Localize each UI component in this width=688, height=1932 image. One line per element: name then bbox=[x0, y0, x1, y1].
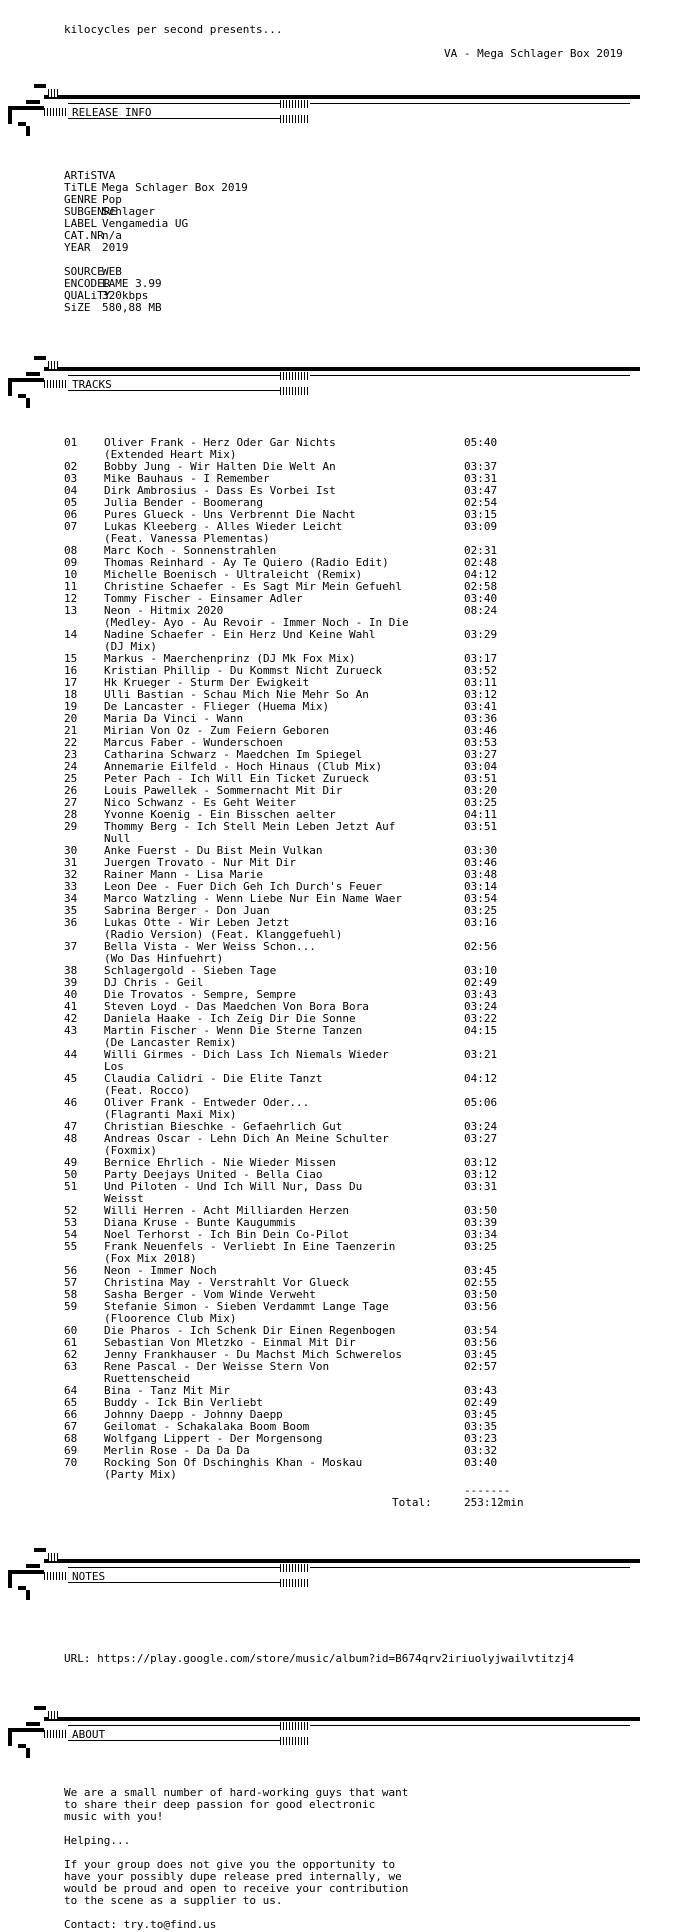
track-number: 37 bbox=[64, 940, 78, 953]
track-time: 03:43 bbox=[464, 1384, 498, 1397]
track-time: 08:24 bbox=[464, 604, 498, 617]
track-number: 01 bbox=[64, 436, 78, 449]
track-title: Kristian Phillip - Du Kommst Nicht Zurueck bbox=[104, 664, 383, 677]
track-time: 03:51 bbox=[464, 772, 498, 785]
track-title-continued: (Floorence Club Mix) bbox=[104, 1312, 237, 1325]
track-title: Steven Loyd - Das Maedchen Von Bora Bora bbox=[104, 1000, 369, 1013]
track-time: 03:20 bbox=[464, 784, 498, 797]
track-time: 03:54 bbox=[464, 1324, 498, 1337]
track-time: 03:11 bbox=[464, 676, 498, 689]
track-number: 49 bbox=[64, 1156, 78, 1169]
track-title-continued: Los bbox=[104, 1060, 124, 1073]
about-line: to the scene as a supplier to us. bbox=[64, 1894, 283, 1907]
track-title: Die Trovatos - Sempre, Sempre bbox=[104, 988, 297, 1001]
track-number: 09 bbox=[64, 556, 78, 569]
track-time: 03:40 bbox=[464, 592, 498, 605]
track-number: 18 bbox=[64, 688, 78, 701]
track-title: Neon - Immer Noch bbox=[104, 1264, 217, 1277]
track-title: Leon Dee - Fuer Dich Geh Ich Durch's Feuer bbox=[104, 880, 383, 893]
track-title: Pures Glueck - Uns Verbrennt Die Nacht bbox=[104, 508, 356, 521]
info-value: LAME 3.99 bbox=[102, 277, 162, 290]
track-title: Oliver Frank - Entweder Oder... bbox=[104, 1096, 310, 1109]
track-title: Wolfgang Lippert - Der Morgensong bbox=[104, 1432, 323, 1445]
track-number: 69 bbox=[64, 1444, 78, 1457]
track-title-continued: (Feat. Rocco) bbox=[104, 1084, 191, 1097]
info-value: Pop bbox=[102, 193, 122, 206]
info-value: Mega Schlager Box 2019 bbox=[102, 181, 248, 194]
track-title: Die Pharos - Ich Schenk Dir Einen Regenbogen bbox=[104, 1324, 396, 1337]
total-label: Total: bbox=[392, 1496, 432, 1509]
track-title: Christian Bieschke - Gefaehrlich Gut bbox=[104, 1120, 343, 1133]
track-number: 19 bbox=[64, 700, 78, 713]
track-title: Nadine Schaefer - Ein Herz Und Keine Wahl bbox=[104, 628, 376, 641]
track-time: 04:12 bbox=[464, 568, 498, 581]
track-title: Christine Schaefer - Es Sagt Mir Mein Gefuehl bbox=[104, 580, 403, 593]
track-time: 03:23 bbox=[464, 1432, 498, 1445]
track-time: 03:40 bbox=[464, 1456, 498, 1469]
track-number: 42 bbox=[64, 1012, 78, 1025]
track-title: Nico Schwanz - Es Geht Weiter bbox=[104, 796, 297, 809]
track-time: 02:31 bbox=[464, 544, 498, 557]
track-time: 02:56 bbox=[464, 940, 498, 953]
track-title-continued: Null bbox=[104, 832, 131, 845]
track-title: Bina - Tanz Mit Mir bbox=[104, 1384, 230, 1397]
track-title-continued: (Party Mix) bbox=[104, 1468, 177, 1481]
track-time: 03:10 bbox=[464, 964, 498, 977]
track-time: 03:48 bbox=[464, 868, 498, 881]
info-key: TiTLE bbox=[64, 181, 98, 194]
track-number: 02 bbox=[64, 460, 78, 473]
track-title: Rene Pascal - Der Weisse Stern Von bbox=[104, 1360, 330, 1373]
info-value: 2019 bbox=[102, 241, 129, 254]
track-title: Louis Pawellek - Sommernacht Mit Dir bbox=[104, 784, 343, 797]
track-number: 68 bbox=[64, 1432, 78, 1445]
track-time: 03:46 bbox=[464, 856, 498, 869]
track-number: 13 bbox=[64, 604, 78, 617]
track-number: 23 bbox=[64, 748, 78, 761]
track-title: Juergen Trovato - Nur Mit Dir bbox=[104, 856, 297, 869]
track-time: 03:29 bbox=[464, 628, 498, 641]
track-title-continued: (Radio Version) (Feat. Klanggefuehl) bbox=[104, 928, 343, 941]
track-title: Claudia Calidri - Die Elite Tanzt bbox=[104, 1072, 323, 1085]
track-number: 41 bbox=[64, 1000, 78, 1013]
track-title-continued: (Fox Mix 2018) bbox=[104, 1252, 197, 1265]
track-title: Michelle Boenisch - Ultraleicht (Remix) bbox=[104, 568, 363, 581]
track-time: 05:40 bbox=[464, 436, 498, 449]
track-title: Stefanie Simon - Sieben Verdammt Lange Tage bbox=[104, 1300, 389, 1313]
track-time: 05:06 bbox=[464, 1096, 498, 1109]
track-title-continued: Weisst bbox=[104, 1192, 144, 1205]
track-title: Markus - Maerchenprinz (DJ Mk Fox Mix) bbox=[104, 652, 356, 665]
track-title: Sabrina Berger - Don Juan bbox=[104, 904, 270, 917]
track-title-continued: (Feat. Vanessa Plementas) bbox=[104, 532, 270, 545]
track-number: 17 bbox=[64, 676, 78, 689]
track-title: Jenny Frankhauser - Du Machst Mich Schwerelos bbox=[104, 1348, 403, 1361]
track-title: Annemarie Eilfeld - Hoch Hinaus (Club Mix) bbox=[104, 760, 383, 773]
track-number: 44 bbox=[64, 1048, 78, 1061]
info-key: ARTiST bbox=[64, 169, 104, 182]
track-title: Willi Herren - Acht Milliarden Herzen bbox=[104, 1204, 350, 1217]
track-number: 06 bbox=[64, 508, 78, 521]
track-time: 03:30 bbox=[464, 844, 498, 857]
track-time: 03:21 bbox=[464, 1048, 498, 1061]
track-title: Ulli Bastian - Schau Mich Nie Mehr So An bbox=[104, 688, 369, 701]
track-number: 63 bbox=[64, 1360, 78, 1373]
track-time: 03:56 bbox=[464, 1300, 498, 1313]
about-line: Contact: try.to@find.us bbox=[64, 1918, 217, 1931]
track-title: Geilomat - Schakalaka Boom Boom bbox=[104, 1420, 310, 1433]
track-time: 03:34 bbox=[464, 1228, 498, 1241]
track-number: 16 bbox=[64, 664, 78, 677]
section-title: ABOUT bbox=[72, 1728, 106, 1741]
info-key: YEAR bbox=[64, 241, 91, 254]
track-time: 03:52 bbox=[464, 664, 498, 677]
track-time: 03:43 bbox=[464, 988, 498, 1001]
release-title: VA - Mega Schlager Box 2019 bbox=[444, 47, 623, 60]
track-time: 02:54 bbox=[464, 496, 498, 509]
total-rule: ------- bbox=[464, 1484, 511, 1497]
track-time: 04:11 bbox=[464, 808, 498, 821]
track-time: 03:50 bbox=[464, 1288, 498, 1301]
track-time: 03:54 bbox=[464, 892, 498, 905]
info-value: VA bbox=[102, 169, 116, 182]
track-time: 03:39 bbox=[464, 1216, 498, 1229]
track-title: Willi Girmes - Dich Lass Ich Niemals Wieder bbox=[104, 1048, 389, 1061]
track-number: 25 bbox=[64, 772, 78, 785]
track-time: 03:45 bbox=[464, 1348, 498, 1361]
track-title: Sasha Berger - Vom Winde Verweht bbox=[104, 1288, 316, 1301]
track-time: 02:49 bbox=[464, 976, 498, 989]
section-title: RELEASE INFO bbox=[72, 106, 152, 119]
track-number: 64 bbox=[64, 1384, 78, 1397]
track-number: 15 bbox=[64, 652, 78, 665]
track-number: 58 bbox=[64, 1288, 78, 1301]
track-number: 31 bbox=[64, 856, 78, 869]
track-number: 12 bbox=[64, 592, 78, 605]
track-title: Buddy - Ick Bin Verliebt bbox=[104, 1396, 263, 1409]
info-key: SiZE bbox=[64, 301, 91, 314]
track-title: Mike Bauhaus - I Remember bbox=[104, 472, 270, 485]
info-key: ENCODER bbox=[64, 277, 111, 290]
track-time: 03:25 bbox=[464, 904, 498, 917]
track-title: Julia Bender - Boomerang bbox=[104, 496, 263, 509]
info-key: LABEL bbox=[64, 217, 98, 230]
track-title: Und Piloten - Und Ich Will Nur, Dass Du bbox=[104, 1180, 363, 1193]
track-title: Martin Fischer - Wenn Die Sterne Tanzen bbox=[104, 1024, 363, 1037]
track-number: 30 bbox=[64, 844, 78, 857]
track-time: 03:51 bbox=[464, 820, 498, 833]
track-title: Thommy Berg - Ich Stell Mein Leben Jetzt Auf bbox=[104, 820, 396, 833]
track-title: Daniela Haake - Ich Zeig Dir Die Sonne bbox=[104, 1012, 356, 1025]
track-number: 21 bbox=[64, 724, 78, 737]
track-title: Thomas Reinhard - Ay Te Quiero (Radio Edit) bbox=[104, 556, 389, 569]
track-title-continued: (Flagranti Maxi Mix) bbox=[104, 1108, 237, 1121]
track-number: 03 bbox=[64, 472, 78, 485]
track-title: Rocking Son Of Dschinghis Khan - Moskau bbox=[104, 1456, 363, 1469]
track-number: 50 bbox=[64, 1168, 78, 1181]
track-number: 38 bbox=[64, 964, 78, 977]
track-number: 35 bbox=[64, 904, 78, 917]
info-key: CAT.NR bbox=[64, 229, 104, 242]
about-line: would be proud and open to receive your contribution bbox=[64, 1882, 409, 1895]
track-title: Johnny Daepp - Johnny Daepp bbox=[104, 1408, 283, 1421]
track-time: 03:25 bbox=[464, 796, 498, 809]
track-number: 10 bbox=[64, 568, 78, 581]
track-title: Lukas Otte - Wir Leben Jetzt bbox=[104, 916, 290, 929]
info-value: 580,88 MB bbox=[102, 301, 162, 314]
track-number: 39 bbox=[64, 976, 78, 989]
track-title: Bella Vista - Wer Weiss Schon... bbox=[104, 940, 316, 953]
track-time: 03:31 bbox=[464, 1180, 498, 1193]
track-time: 03:15 bbox=[464, 508, 498, 521]
track-time: 03:46 bbox=[464, 724, 498, 737]
track-title: Tommy Fischer - Einsamer Adler bbox=[104, 592, 303, 605]
track-time: 03:14 bbox=[464, 880, 498, 893]
track-time: 03:35 bbox=[464, 1420, 498, 1433]
track-title: Anke Fuerst - Du Bist Mein Vulkan bbox=[104, 844, 323, 857]
track-number: 60 bbox=[64, 1324, 78, 1337]
track-time: 03:31 bbox=[464, 472, 498, 485]
track-time: 03:32 bbox=[464, 1444, 498, 1457]
track-number: 45 bbox=[64, 1072, 78, 1085]
section-header-about bbox=[8, 1704, 640, 1758]
track-number: 59 bbox=[64, 1300, 78, 1313]
track-number: 52 bbox=[64, 1204, 78, 1217]
info-value: n/a bbox=[102, 229, 122, 242]
track-title: Marcus Faber - Wunderschoen bbox=[104, 736, 283, 749]
track-time: 03:12 bbox=[464, 688, 498, 701]
track-time: 02:57 bbox=[464, 1360, 498, 1373]
track-number: 46 bbox=[64, 1096, 78, 1109]
track-title-continued: (De Lancaster Remix) bbox=[104, 1036, 237, 1049]
track-time: 03:12 bbox=[464, 1168, 498, 1181]
track-number: 56 bbox=[64, 1264, 78, 1277]
track-number: 55 bbox=[64, 1240, 78, 1253]
track-time: 04:12 bbox=[464, 1072, 498, 1085]
track-number: 29 bbox=[64, 820, 78, 833]
track-title: Frank Neuenfels - Verliebt In Eine Taenzerin bbox=[104, 1240, 396, 1253]
track-time: 02:49 bbox=[464, 1396, 498, 1409]
notes-url: URL: https://play.google.com/store/music/album?id=B674qrv2iriuolyjwailvtitzj4 bbox=[64, 1652, 574, 1665]
track-title: Neon - Hitmix 2020 bbox=[104, 604, 224, 617]
track-time: 02:58 bbox=[464, 580, 498, 593]
track-title: Sebastian Von Mletzko - Einmal Mit Dir bbox=[104, 1336, 356, 1349]
track-title: Hk Krueger - Sturm Der Ewigkeit bbox=[104, 676, 310, 689]
track-number: 57 bbox=[64, 1276, 78, 1289]
info-value: Vengamedia UG bbox=[102, 217, 189, 230]
track-time: 03:50 bbox=[464, 1204, 498, 1217]
track-number: 26 bbox=[64, 784, 78, 797]
section-header-tracks bbox=[8, 354, 640, 408]
track-time: 03:16 bbox=[464, 916, 498, 929]
info-key: SOURCE bbox=[64, 265, 104, 278]
track-time: 03:37 bbox=[464, 460, 498, 473]
track-title-continued: Ruettenscheid bbox=[104, 1372, 191, 1385]
track-time: 03:24 bbox=[464, 1120, 498, 1133]
about-line: We are a small number of hard-working guys that want bbox=[64, 1786, 409, 1799]
about-line: to share their deep passion for good electronic bbox=[64, 1798, 376, 1811]
track-time: 03:04 bbox=[464, 760, 498, 773]
track-title: Diana Kruse - Bunte Kaugummis bbox=[104, 1216, 297, 1229]
about-line: have your possibly dupe release pred internally, we bbox=[64, 1870, 402, 1883]
track-title: Rainer Mann - Lisa Marie bbox=[104, 868, 263, 881]
track-time: 03:12 bbox=[464, 1156, 498, 1169]
track-number: 53 bbox=[64, 1216, 78, 1229]
track-title: Peter Pach - Ich Will Ein Ticket Zurueck bbox=[104, 772, 369, 785]
track-title: DJ Chris - Geil bbox=[104, 976, 204, 989]
track-number: 34 bbox=[64, 892, 78, 905]
track-number: 07 bbox=[64, 520, 78, 533]
track-title: Bobby Jung - Wir Halten Die Welt An bbox=[104, 460, 336, 473]
track-title-continued: (Medley- Ayo - Au Revoir - Immer Noch - In Die bbox=[104, 616, 409, 629]
track-time: 03:25 bbox=[464, 1240, 498, 1253]
track-time: 03:56 bbox=[464, 1336, 498, 1349]
about-line: music with you! bbox=[64, 1810, 164, 1823]
track-number: 65 bbox=[64, 1396, 78, 1409]
track-number: 05 bbox=[64, 496, 78, 509]
about-line: If your group does not give you the opportunity to bbox=[64, 1858, 396, 1871]
track-time: 03:45 bbox=[464, 1408, 498, 1421]
track-title: Catharina Schwarz - Maedchen Im Spiegel bbox=[104, 748, 363, 761]
track-number: 43 bbox=[64, 1024, 78, 1037]
track-time: 03:36 bbox=[464, 712, 498, 725]
track-number: 22 bbox=[64, 736, 78, 749]
track-time: 02:55 bbox=[464, 1276, 498, 1289]
track-title: Schlagergold - Sieben Tage bbox=[104, 964, 277, 977]
track-time: 03:09 bbox=[464, 520, 498, 533]
section-title: NOTES bbox=[72, 1570, 106, 1583]
track-title: Maria Da Vinci - Wann bbox=[104, 712, 244, 725]
track-title: Bernice Ehrlich - Nie Wieder Missen bbox=[104, 1156, 336, 1169]
track-time: 03:53 bbox=[464, 736, 498, 749]
track-title: Merlin Rose - Da Da Da bbox=[104, 1444, 250, 1457]
track-title: De Lancaster - Flieger (Huema Mix) bbox=[104, 700, 330, 713]
track-number: 61 bbox=[64, 1336, 78, 1349]
track-time: 04:15 bbox=[464, 1024, 498, 1037]
track-time: 03:24 bbox=[464, 1000, 498, 1013]
info-key: QUALiTY bbox=[64, 289, 111, 302]
section-title: TRACKS bbox=[72, 378, 112, 391]
track-title: Lukas Kleeberg - Alles Wieder Leicht bbox=[104, 520, 343, 533]
info-key: SUBGENRE bbox=[64, 205, 117, 218]
track-number: 04 bbox=[64, 484, 78, 497]
track-title: Andreas Oscar - Lehn Dich An Meine Schulter bbox=[104, 1132, 389, 1145]
track-title: Party Deejays United - Bella Ciao bbox=[104, 1168, 323, 1181]
section-header-notes bbox=[8, 1546, 640, 1600]
track-number: 33 bbox=[64, 880, 78, 893]
track-time: 03:41 bbox=[464, 700, 498, 713]
track-title: Oliver Frank - Herz Oder Gar Nichts bbox=[104, 436, 336, 449]
track-number: 47 bbox=[64, 1120, 78, 1133]
track-title: Yvonne Koenig - Ein Bisschen aelter bbox=[104, 808, 336, 821]
track-title-continued: (Extended Heart Mix) bbox=[104, 448, 237, 461]
track-time: 03:45 bbox=[464, 1264, 498, 1277]
track-time: 02:48 bbox=[464, 556, 498, 569]
track-number: 27 bbox=[64, 796, 78, 809]
track-title: Marco Watzling - Wenn Liebe Nur Ein Name Waer bbox=[104, 892, 403, 905]
section-header-release-info bbox=[8, 82, 640, 136]
track-title: Christina May - Verstrahlt Vor Glueck bbox=[104, 1276, 350, 1289]
info-value: 320kbps bbox=[102, 289, 149, 302]
track-time: 03:27 bbox=[464, 748, 498, 761]
track-title-continued: (Foxmix) bbox=[104, 1144, 157, 1157]
intro-line: kilocycles per second presents... bbox=[64, 23, 283, 36]
track-number: 24 bbox=[64, 760, 78, 773]
track-number: 54 bbox=[64, 1228, 78, 1241]
track-title: Mirian Von Oz - Zum Feiern Geboren bbox=[104, 724, 330, 737]
track-number: 32 bbox=[64, 868, 78, 881]
track-title-continued: (DJ Mix) bbox=[104, 640, 157, 653]
info-value: Schlager bbox=[102, 205, 155, 218]
track-title: Dirk Ambrosius - Dass Es Vorbei Ist bbox=[104, 484, 336, 497]
track-time: 03:27 bbox=[464, 1132, 498, 1145]
track-number: 14 bbox=[64, 628, 78, 641]
total-value: 253:12min bbox=[464, 1496, 524, 1509]
track-number: 62 bbox=[64, 1348, 78, 1361]
track-time: 03:17 bbox=[464, 652, 498, 665]
about-line: Helping... bbox=[64, 1834, 131, 1847]
track-number: 48 bbox=[64, 1132, 78, 1145]
track-number: 36 bbox=[64, 916, 78, 929]
track-number: 40 bbox=[64, 988, 78, 1001]
track-number: 66 bbox=[64, 1408, 78, 1421]
track-time: 03:47 bbox=[464, 484, 498, 497]
info-value: WEB bbox=[102, 265, 122, 278]
track-title-continued: (Wo Das Hinfuehrt) bbox=[104, 952, 224, 965]
track-title: Marc Koch - Sonnenstrahlen bbox=[104, 544, 277, 557]
info-key: GENRE bbox=[64, 193, 98, 206]
track-number: 20 bbox=[64, 712, 78, 725]
track-time: 03:22 bbox=[464, 1012, 498, 1025]
track-title: Noel Terhorst - Ich Bin Dein Co-Pilot bbox=[104, 1228, 350, 1241]
track-number: 11 bbox=[64, 580, 78, 593]
track-number: 51 bbox=[64, 1180, 78, 1193]
track-number: 28 bbox=[64, 808, 78, 821]
track-number: 70 bbox=[64, 1456, 78, 1469]
track-number: 67 bbox=[64, 1420, 78, 1433]
track-number: 08 bbox=[64, 544, 78, 557]
